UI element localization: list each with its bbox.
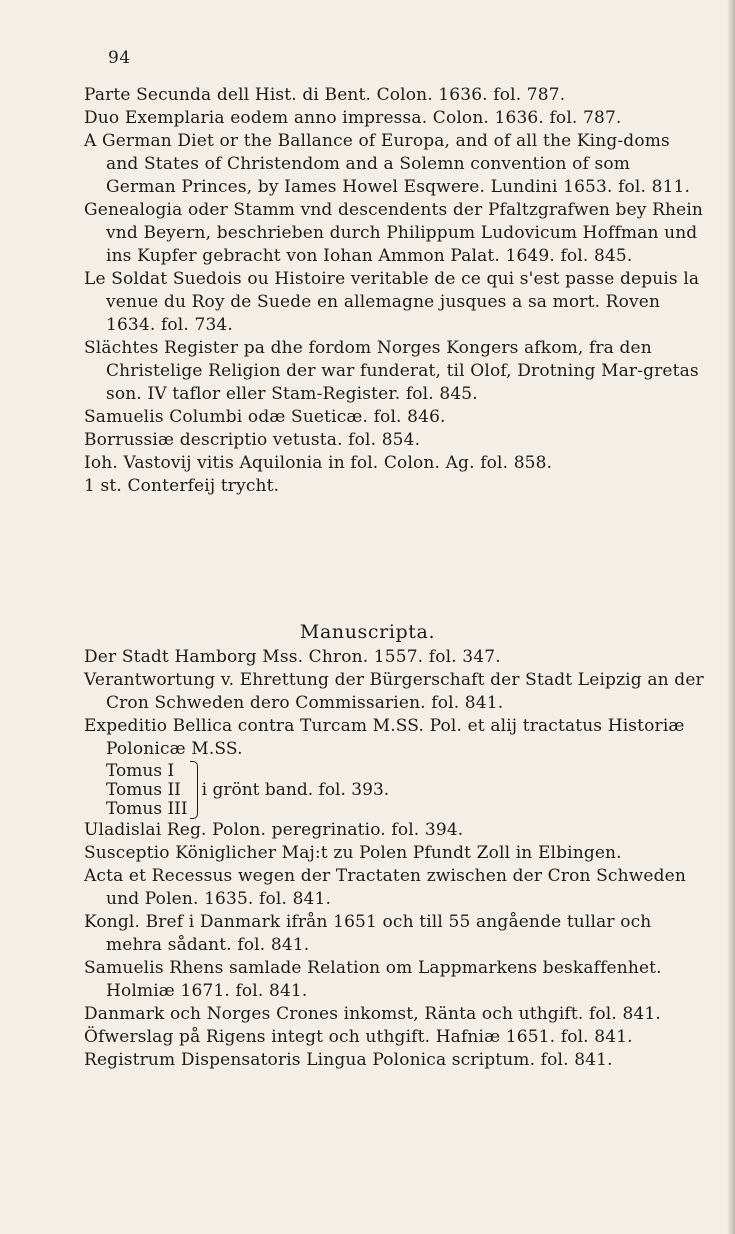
catalog-entry: Samuelis Columbi odæ Sueticæ. fol. 846.: [84, 407, 446, 427]
tomus-list: [106, 762, 188, 819]
catalog-entry: Ioh. Vastovij vitis Aquilonia in fol. Colon. Ag. fol. 858.: [84, 453, 553, 473]
tomus-item: Tomus III: [106, 798, 188, 819]
tomus-item: Tomus I: [106, 760, 175, 781]
catalog-entry: A German Diet or the Ballance of Europa, and of all the King-doms and States of Christendom and a Solemn convention of som German Princes, by Iames Howel Esqwere. Lundini 1653. fol. 811.: [84, 131, 691, 197]
catalog-entry: Uladislai Reg. Polon. peregrinatio. fol. 394.: [84, 820, 464, 840]
tomus-note: i grönt band. fol. 393.: [201, 780, 390, 800]
catalog-entry: Le Soldat Suedois ou Histoire veritable de ce qui s'est passe depuis la venue du Roy de Suede en allemagne jusques a sa mort. Roven 1634. fol. 734.: [84, 269, 700, 335]
catalog-entry: Danmark och Norges Crones inkomst, Ränta och uthgift. fol. 841.: [84, 1004, 661, 1024]
tomus-group: [84, 761, 704, 819]
catalog-entry: Registrum Dispensatoris Lingua Polonica scriptum. fol. 841.: [84, 1050, 613, 1070]
page-number: 94: [108, 48, 131, 68]
catalog-entry: Samuelis Rhens samlade Relation om Lappmarkens beskaffenhet. Holmiæ 1671. fol. 841.: [84, 958, 662, 1001]
tomus-item: Tomus II: [106, 779, 181, 800]
catalog-entry: Acta et Recessus wegen der Tractaten zwischen der Cron Schweden und Polen. 1635. fol. 841.: [84, 866, 686, 909]
page-edge-shadow: [727, 0, 735, 1234]
catalog-entry: Verantwortung v. Ehrettung der Bürgerschaft der Stadt Leipzig an der Cron Schweden dero Commissarien. fol. 841.: [84, 670, 704, 713]
catalog-entry: Slächtes Register pa dhe fordom Norges Kongers afkom, fra den Christelige Religion der war funderat, til Olof, Drotning Mar-gretas son. IV taflor eller Stam-Register. fol. 845.: [84, 338, 699, 404]
catalog-entry: Borrussiæ descriptio vetusta. fol. 854.: [84, 430, 421, 450]
catalog-entries-manuscripts: [84, 646, 704, 1072]
catalog-entry: Expeditio Bellica contra Turcam M.SS. Pol. et alij tractatus Historiæ Polonicæ M.SS.: [84, 716, 685, 759]
catalog-entries-printed: [84, 84, 704, 498]
catalog-entry: Öfwerslag på Rigens integt och uthgift. Hafniæ 1651. fol. 841.: [84, 1027, 633, 1047]
catalog-entry: Parte Secunda dell Hist. di Bent. Colon. 1636. fol. 787.: [84, 85, 566, 105]
catalog-entry: Susceptio Königlicher Maj:t zu Polen Pfundt Zoll in Elbingen.: [84, 843, 622, 863]
section-heading: Manuscripta.: [299, 621, 436, 643]
catalog-entry: Kongl. Bref i Danmark ifrån 1651 och till 55 angående tullar och mehra sådant. fol. 841.: [84, 912, 652, 955]
catalog-entry: Duo Exemplaria eodem anno impressa. Colon. 1636. fol. 787.: [84, 108, 622, 128]
catalog-entry: 1 st. Conterfeij trycht.: [84, 476, 280, 496]
catalog-entry: Der Stadt Hamborg Mss. Chron. 1557. fol. 347.: [84, 647, 501, 667]
brace-mark: [190, 761, 198, 819]
catalog-entry: Genealogia oder Stamm vnd descendents der Pfaltzgrafwen bey Rhein vnd Beyern, beschrieben durch Philippum Ludovicum Hoffman und ins Kupfer gebracht von Iohan Ammon Palat. 1649. fol. 845.: [84, 200, 704, 266]
